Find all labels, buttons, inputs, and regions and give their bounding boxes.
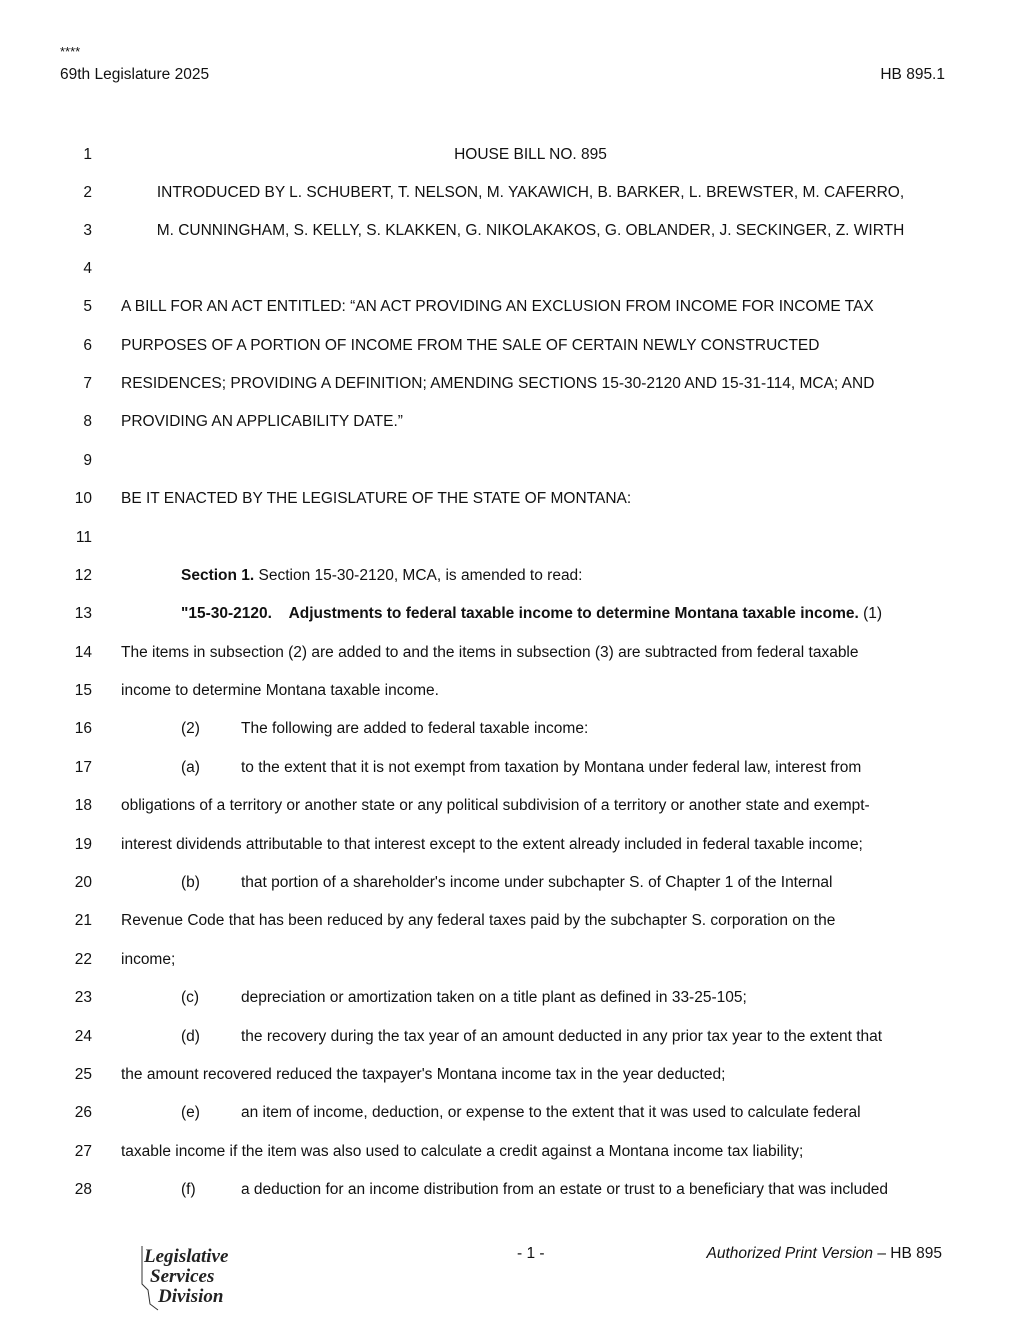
subsection-label: (2) [181, 720, 200, 737]
act-title-line: RESIDENCES; PROVIDING A DEFINITION; AMENDING SECTIONS 15-30-2120 AND 15-31-114, MCA; AND [121, 375, 875, 392]
line-number: 3 [83, 222, 92, 239]
subsection-label: (d) [181, 1028, 200, 1045]
line-number: 19 [74, 836, 92, 853]
line-number: 28 [74, 1181, 92, 1198]
line-number: 14 [74, 644, 92, 661]
line-number: 22 [74, 951, 92, 968]
statute-line: income; [121, 951, 176, 968]
legislative-services-logo [132, 1244, 252, 1314]
line-number: 7 [83, 375, 92, 392]
print-version-label [706, 1245, 942, 1263]
logo-line-2: Services [150, 1266, 215, 1287]
line-number: 20 [74, 874, 92, 891]
line-number: 13 [74, 605, 92, 622]
subsection-label: (b) [181, 874, 200, 891]
statute-line: depreciation or amortization taken on a title plant as defined in 33-25-105; [241, 989, 747, 1006]
line-number: 1 [83, 146, 92, 163]
sponsors-line: M. CUNNINGHAM, S. KELLY, S. KLAKKEN, G. NIKOLAKAKOS, G. OBLANDER, J. SECKINGER, Z. WIRTH [156, 222, 905, 239]
header-stars: **** [60, 44, 81, 59]
line-number: 21 [74, 912, 92, 929]
line-number: 27 [74, 1143, 92, 1160]
line-number: 5 [83, 298, 92, 315]
statute-title: "15-30-2120. Adjustments to federal taxable income to determine Montana taxable income. [181, 605, 859, 622]
statute-line: an item of income, deduction, or expense to the extent that it was used to calculate federal [241, 1104, 861, 1121]
statute-text: (1) [858, 605, 883, 622]
sponsors-line: INTRODUCED BY L. SCHUBERT, T. NELSON, M. YAKAWICH, B. BARKER, L. BREWSTER, M. CAFERRO, [156, 184, 905, 201]
enacting-clause: BE IT ENACTED BY THE LEGISLATURE OF THE STATE OF MONTANA: [121, 490, 632, 507]
section-label: Section 1. [181, 567, 255, 584]
section-text: Section 15-30-2120, MCA, is amended to read: [254, 567, 583, 584]
statute-line: The following are added to federal taxable income: [241, 720, 589, 737]
bill-version-label: HB 895.1 [880, 66, 945, 83]
statute-line: a deduction for an income distribution from an estate or trust to a beneficiary that was included [241, 1181, 889, 1198]
act-title-line: A BILL FOR AN ACT ENTITLED: “AN ACT PROVIDING AN EXCLUSION FROM INCOME FOR INCOME TAX [121, 298, 874, 315]
bill-title: HOUSE BILL NO. 895 [454, 146, 607, 163]
line-number: 9 [83, 452, 92, 469]
line-number: 12 [74, 567, 92, 584]
statute-line: taxable income if the item was also used to calculate a credit against a Montana income tax liability; [121, 1143, 804, 1160]
line-number: 18 [74, 797, 92, 814]
statute-line: that portion of a shareholder's income under subchapter S. of Chapter 1 of the Internal [241, 874, 833, 891]
act-title-line: PURPOSES OF A PORTION OF INCOME FROM THE SALE OF CERTAIN NEWLY CONSTRUCTED [121, 337, 820, 354]
statute-heading [181, 605, 882, 623]
page-number: - 1 - [517, 1245, 545, 1262]
logo-line-1: Legislative [144, 1246, 229, 1267]
line-number: 26 [74, 1104, 92, 1121]
act-title-line: PROVIDING AN APPLICABILITY DATE.” [121, 413, 403, 430]
print-version-bill: – HB 895 [873, 1245, 942, 1262]
line-number: 10 [74, 490, 92, 507]
section-heading [181, 567, 583, 585]
subsection-label: (a) [181, 759, 200, 776]
subsection-label: (f) [181, 1181, 196, 1198]
logo-line-3: Division [158, 1286, 224, 1307]
statute-line: the recovery during the tax year of an amount deducted in any prior tax year to the extent that [241, 1028, 883, 1045]
line-number: 8 [83, 413, 92, 430]
statute-line: The items in subsection (2) are added to and the items in subsection (3) are subtracted from federal taxable [121, 644, 859, 661]
statute-line: Revenue Code that has been reduced by any federal taxes paid by the subchapter S. corporation on the [121, 912, 836, 929]
line-number: 17 [74, 759, 92, 776]
statute-line: the amount recovered reduced the taxpayer's Montana income tax in the year deducted; [121, 1066, 726, 1083]
line-number: 16 [74, 720, 92, 737]
line-number: 23 [74, 989, 92, 1006]
statute-line: interest dividends attributable to that interest except to the extent already included in federal taxable income; [121, 836, 863, 853]
subsection-label: (c) [181, 989, 200, 1006]
print-version-title: Authorized Print Version [706, 1245, 874, 1262]
line-number: 25 [74, 1066, 92, 1083]
statute-line: income to determine Montana taxable income. [121, 682, 439, 699]
subsection-label: (e) [181, 1104, 200, 1121]
legislature-label: 69th Legislature 2025 [60, 66, 210, 83]
line-number: 2 [83, 184, 92, 201]
statute-line: obligations of a territory or another state or any political subdivision of a territory or another state and exempt- [121, 797, 870, 814]
statute-line: to the extent that it is not exempt from taxation by Montana under federal law, interest from [241, 759, 862, 776]
line-number: 4 [83, 260, 92, 277]
line-number: 11 [75, 529, 92, 546]
line-number: 6 [83, 337, 92, 354]
line-number: 24 [74, 1028, 92, 1045]
line-number: 15 [74, 682, 92, 699]
